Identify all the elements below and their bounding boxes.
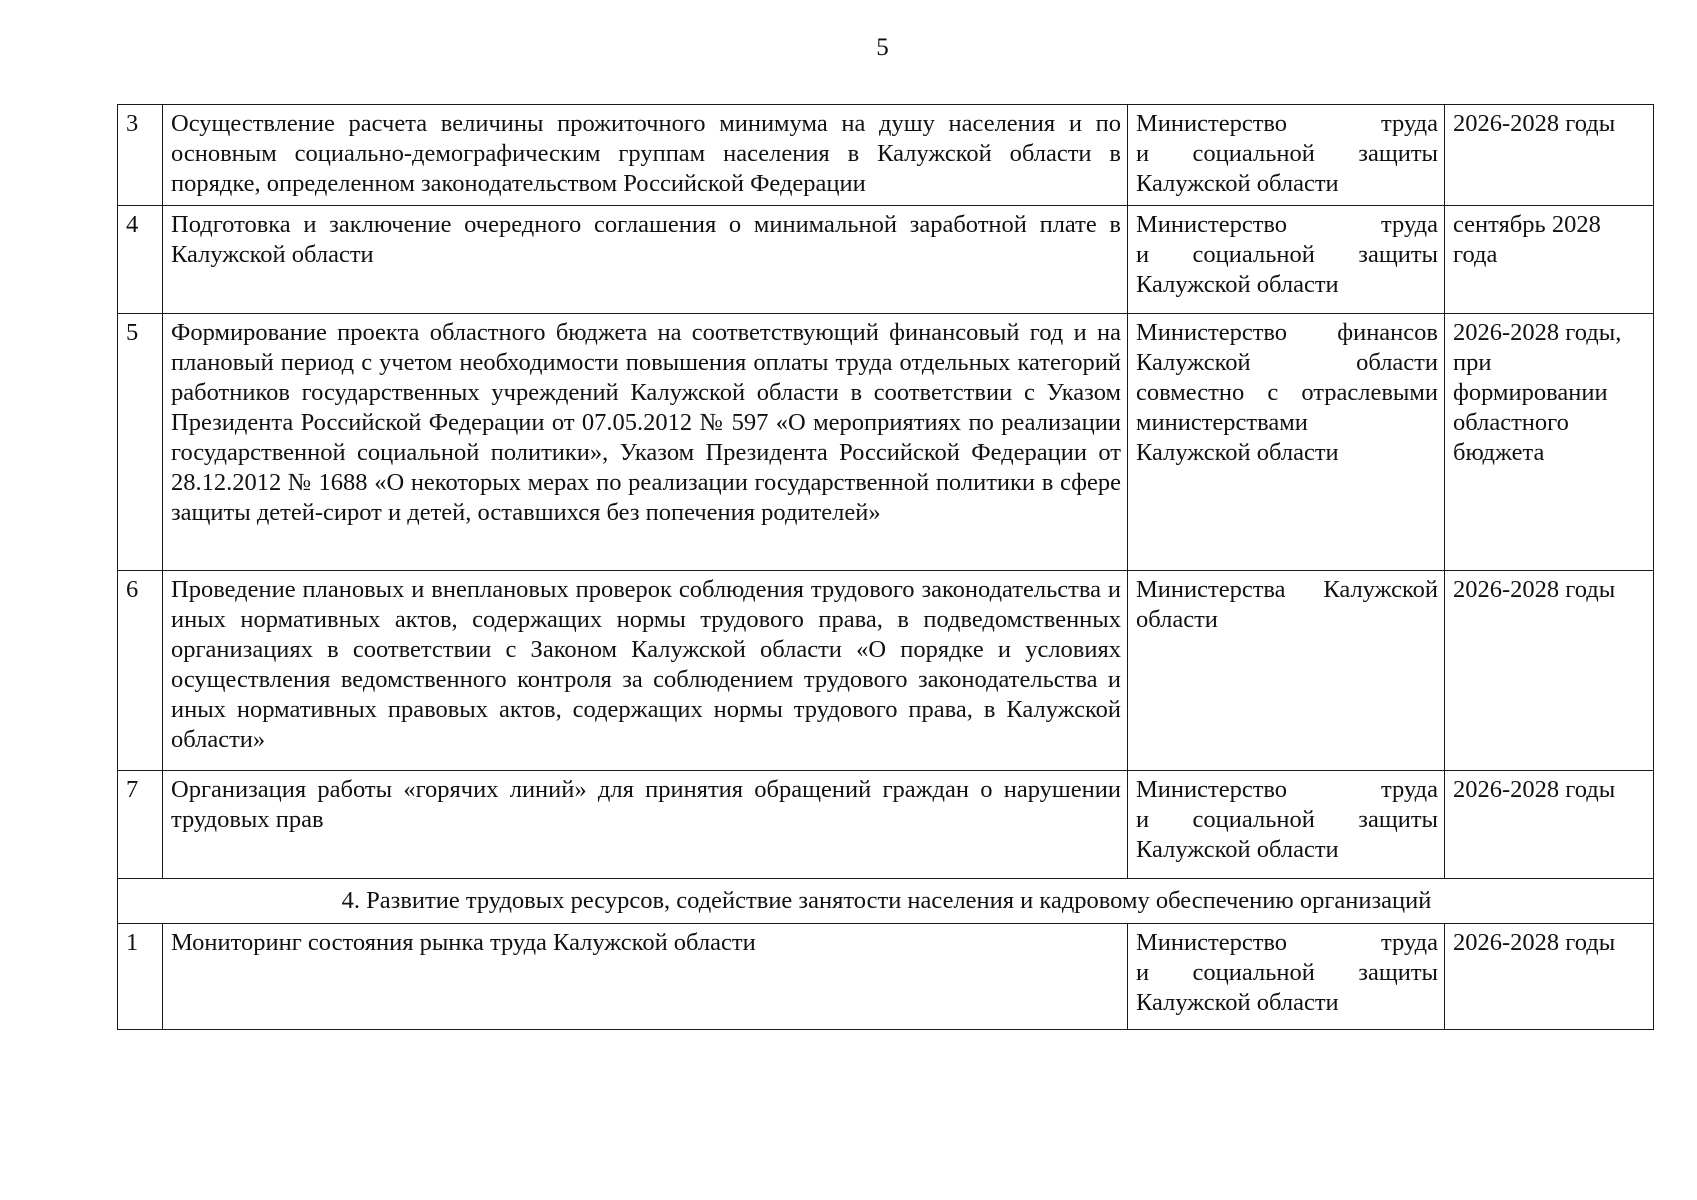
row-number: 7 bbox=[118, 771, 163, 879]
table-row bbox=[118, 571, 1654, 771]
row-number: 3 bbox=[118, 105, 163, 206]
responsible-line: Министерство труда bbox=[1136, 776, 1438, 803]
responsible-line: и социальной защиты bbox=[1136, 140, 1438, 167]
section-header-row bbox=[118, 879, 1654, 924]
table-row bbox=[118, 105, 1654, 206]
measure-description: Организация работы «горячих линий» для принятия обращений граждан о нарушении трудовых прав bbox=[163, 771, 1128, 879]
responsible-line: области bbox=[1136, 606, 1218, 633]
measure-description: Проведение плановых и внеплановых проверок соблюдения трудового законодательства и иных нормативных актов, содержащих нормы трудового права, в подведомственных организациях в соответствии с Законом Калужской области «О порядке и условиях осуществления ведомственного контроля за соблюдением трудового законодательства и иных нормативных правовых актов, содержащих нормы трудового права, в Калужской области» bbox=[163, 571, 1128, 771]
execution-term: 2026-2028 годы bbox=[1445, 924, 1654, 1030]
execution-term: 2026-2028 годы, при формировании областного бюджета bbox=[1445, 314, 1654, 571]
execution-term: 2026-2028 годы bbox=[1445, 571, 1654, 771]
responsible-line: Министерство труда bbox=[1136, 929, 1438, 956]
table-row bbox=[118, 924, 1654, 1030]
responsible-line: Министерства Калужской bbox=[1136, 576, 1438, 603]
measure-description: Формирование проекта областного бюджета на соответствующий финансовый год и на плановый период с учетом необходимости повышения оплаты труда отдельных категорий работников государственных учреждений Калужской области в соответствии с Указом Президента Российской Федерации от 07.05.2012 № 597 «О мероприятиях по реализации государственной социальной политики», Указом Президента Российской Федерации от 28.12.2012 № 1688 «О некоторых мерах по реализации государственной политики в сфере защиты детей-сирот и детей, оставшихся без попечения родителей» bbox=[163, 314, 1128, 571]
table-row bbox=[118, 206, 1654, 314]
page-number: 5 bbox=[876, 34, 889, 61]
responsible-line: Калужской области bbox=[1136, 349, 1438, 376]
responsible-executor bbox=[1128, 771, 1445, 879]
responsible-line: Министерство финансов bbox=[1136, 319, 1438, 346]
measure-description: Мониторинг состояния рынка труда Калужской области bbox=[163, 924, 1128, 1030]
responsible-line: совместно с отраслевыми bbox=[1136, 379, 1438, 406]
execution-term: сентябрь 2028 года bbox=[1445, 206, 1654, 314]
responsible-line: Калужской области bbox=[1136, 170, 1339, 197]
responsible-executor bbox=[1128, 314, 1445, 571]
responsible-line: и социальной защиты bbox=[1136, 959, 1438, 986]
responsible-executor bbox=[1128, 571, 1445, 771]
responsible-line: Министерство труда bbox=[1136, 211, 1438, 238]
measure-description: Подготовка и заключение очередного соглашения о минимальной заработной плате в Калужской области bbox=[163, 206, 1128, 314]
responsible-line: Министерство труда bbox=[1136, 110, 1438, 137]
row-number: 5 bbox=[118, 314, 163, 571]
responsible-line: и социальной защиты bbox=[1136, 806, 1438, 833]
row-number: 4 bbox=[118, 206, 163, 314]
responsible-executor bbox=[1128, 206, 1445, 314]
row-number: 1 bbox=[118, 924, 163, 1030]
responsible-line: министерствами bbox=[1136, 409, 1308, 436]
responsible-line: и социальной защиты bbox=[1136, 241, 1438, 268]
responsible-line: Калужской области bbox=[1136, 836, 1339, 863]
measure-description: Осуществление расчета величины прожиточного минимума на душу населения и по основным социально-демографическим группам населения в Калужской области в порядке, определенном законодательством Российской Федерации bbox=[163, 105, 1128, 206]
table-row bbox=[118, 314, 1654, 571]
table-row bbox=[118, 771, 1654, 879]
responsible-executor bbox=[1128, 105, 1445, 206]
measures-table bbox=[117, 104, 1654, 1030]
responsible-line: Калужской области bbox=[1136, 439, 1339, 466]
responsible-executor bbox=[1128, 924, 1445, 1030]
row-number: 6 bbox=[118, 571, 163, 771]
execution-term: 2026-2028 годы bbox=[1445, 105, 1654, 206]
execution-term: 2026-2028 годы bbox=[1445, 771, 1654, 879]
section-title: 4. Развитие трудовых ресурсов, содействие занятости населения и кадровому обеспечению организаций bbox=[118, 879, 1654, 924]
responsible-line: Калужской области bbox=[1136, 989, 1339, 1016]
responsible-line: Калужской области bbox=[1136, 271, 1339, 298]
